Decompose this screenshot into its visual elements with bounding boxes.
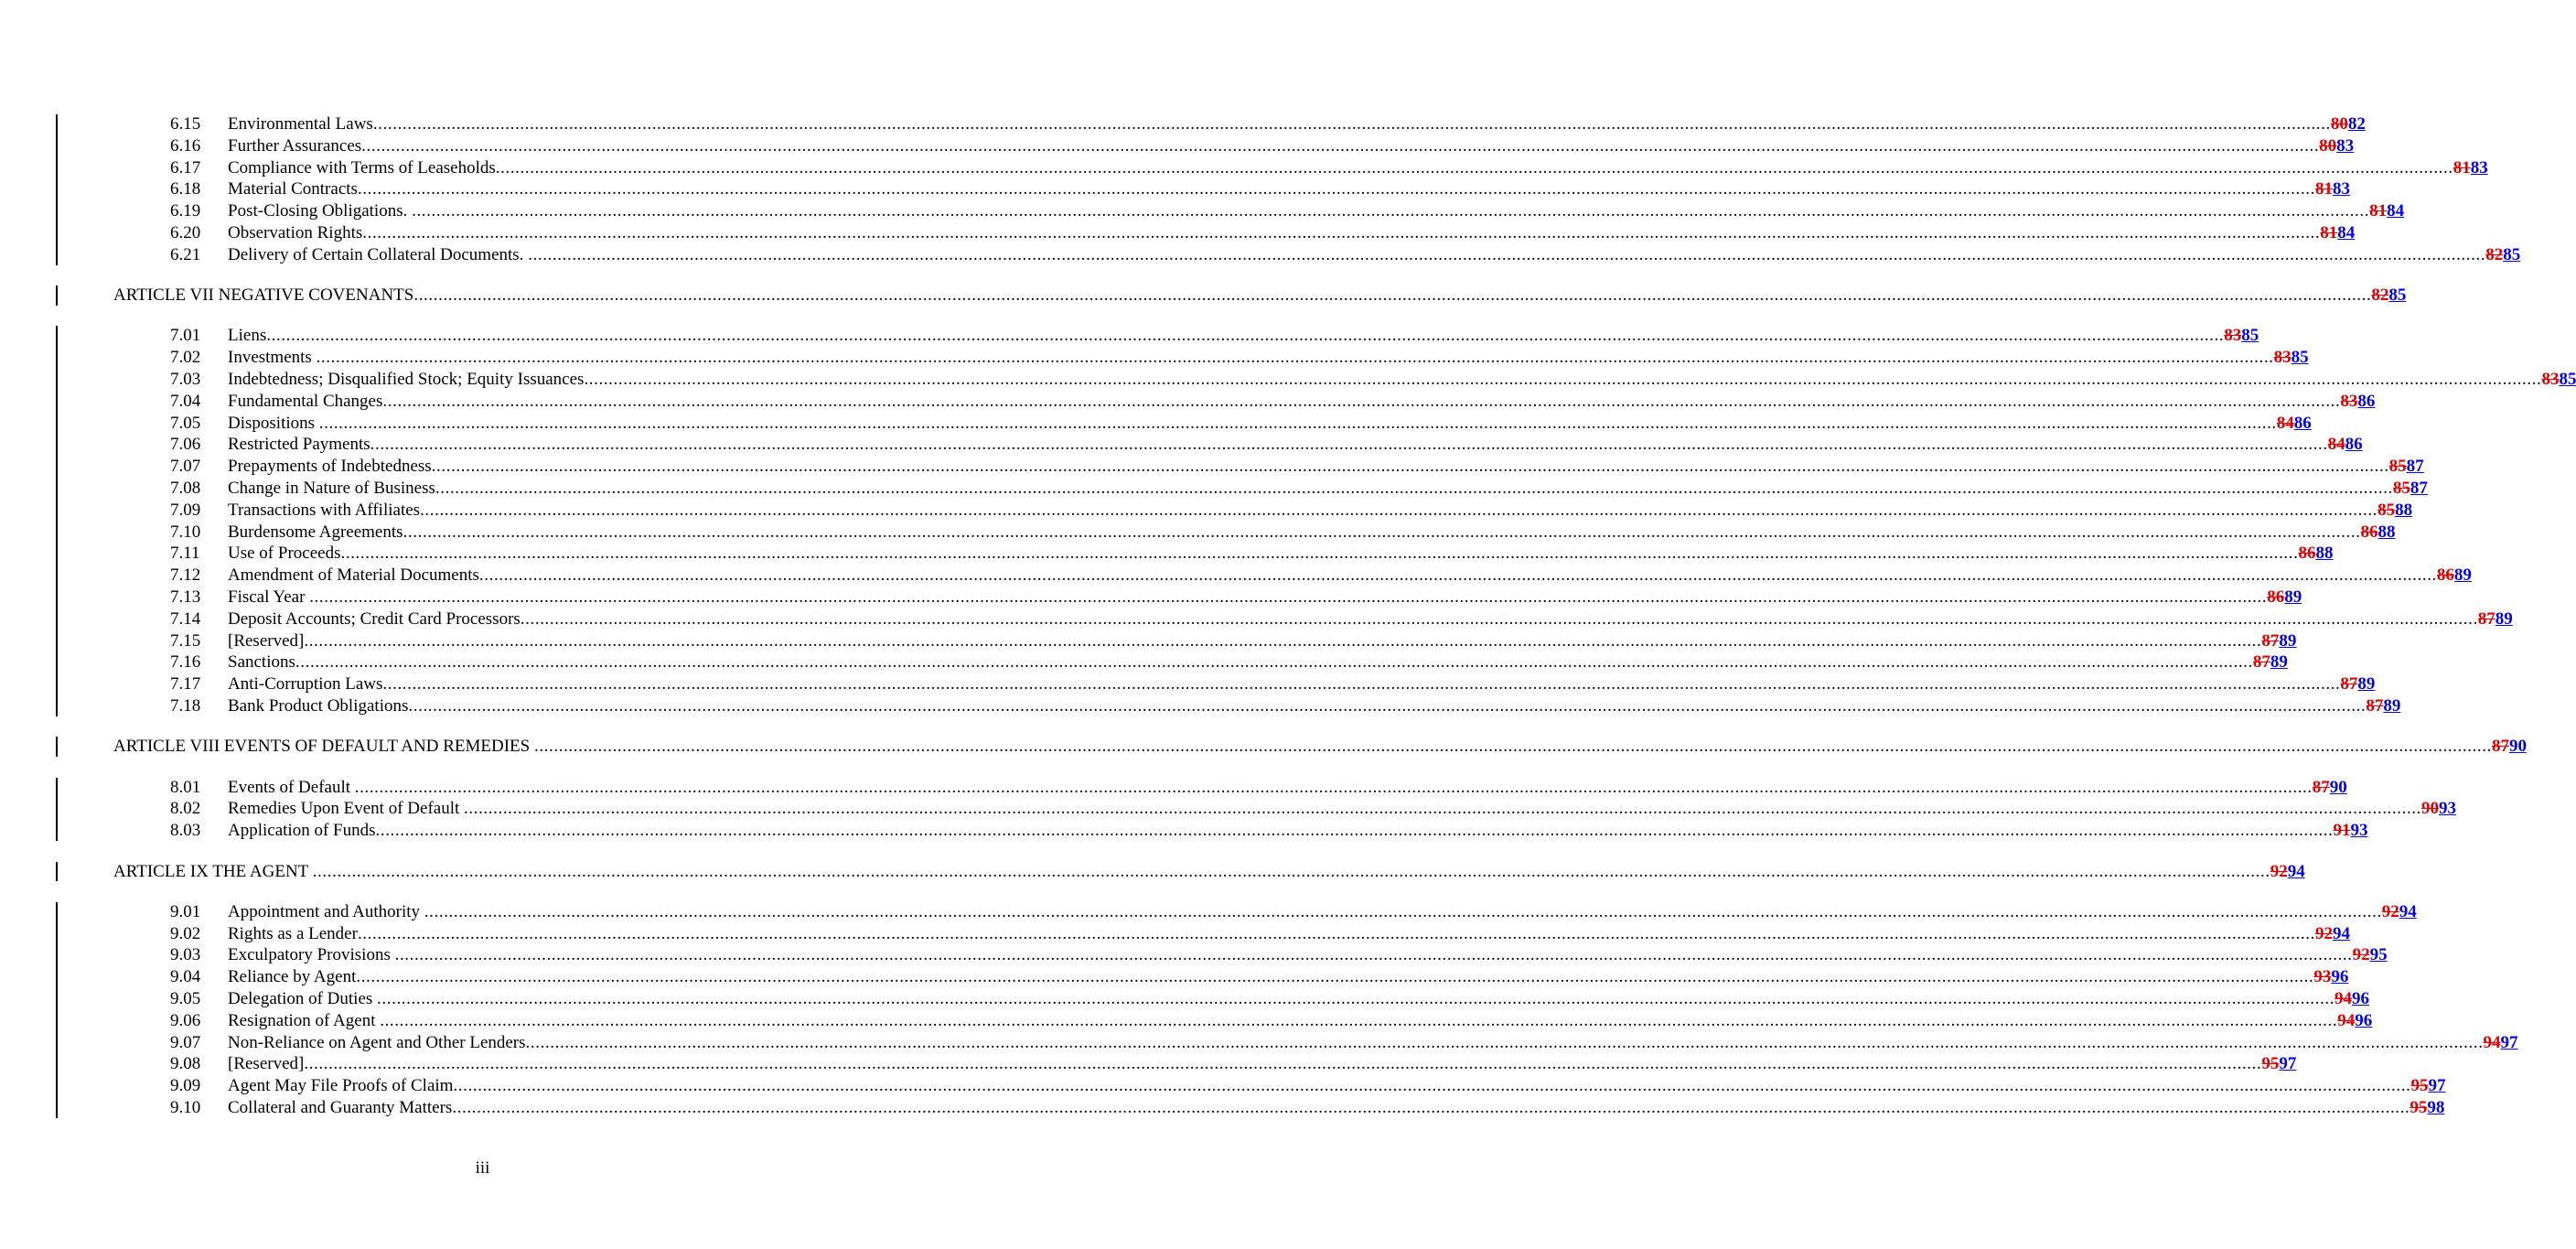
deleted-page-number: 92 [2352, 945, 2370, 965]
dot-leader: ................................................................................................................................................................................................................................................................................................................................................................................................................ [354, 777, 2313, 797]
section-number: 6.17 [170, 157, 201, 178]
toc-section-entry [170, 695, 2401, 717]
entry-title: Post-Closing Obligations. [228, 201, 413, 221]
deleted-page-number: 86 [2267, 587, 2285, 607]
deleted-page-number: 85 [2377, 500, 2396, 520]
revision-change-bar [56, 902, 58, 1118]
toc-section-entry [170, 798, 2457, 820]
inserted-page-number[interactable]: 98 [2427, 1098, 2445, 1117]
deleted-page-number: 94 [2483, 1032, 2501, 1052]
dot-leader: ................................................................................................................................................................................................................................................................................................................................................................................................................ [528, 244, 2486, 264]
deleted-page-number: 80 [2330, 114, 2348, 134]
inserted-page-number[interactable]: 90 [2508, 737, 2527, 757]
deleted-page-number: 86 [2298, 544, 2316, 564]
revision-change-bar [56, 326, 58, 716]
inserted-page-number[interactable]: 85 [2559, 370, 2576, 389]
section-number: 7.06 [170, 435, 201, 455]
inserted-page-number[interactable]: 90 [2329, 777, 2347, 797]
dot-leader: ................................................................................................................................................................................................................................................................................................................................................................................................................ [370, 435, 2328, 455]
entry-title: Amendment of Material Documents [228, 565, 479, 586]
toc-section-entry [170, 1032, 2518, 1054]
section-number: 6.20 [170, 223, 201, 242]
dot-leader: ................................................................................................................................................................................................................................................................................................................................................................................................................ [382, 391, 2341, 411]
deleted-page-number: 82 [2371, 285, 2389, 306]
section-number: 7.09 [170, 500, 201, 520]
entry-title: Further Assurances [228, 135, 362, 156]
inserted-page-number[interactable]: 94 [2399, 901, 2417, 921]
deleted-page-number: 93 [2313, 967, 2332, 987]
toc-section-entry [170, 565, 2472, 587]
toc-section-entry [170, 113, 2366, 135]
deleted-page-number: 90 [2421, 799, 2440, 819]
deleted-page-number: 87 [2252, 652, 2270, 673]
section-number: 9.09 [170, 1076, 201, 1096]
toc-section-entry [170, 1075, 2446, 1097]
entry-title: Rights as a Lender [228, 923, 358, 943]
entry-title: Restricted Payments [228, 435, 370, 455]
toc-section-entry [170, 434, 2363, 456]
deleted-page-number: 92 [2314, 923, 2333, 943]
entry-title: Change in Nature of Business [228, 479, 435, 498]
deleted-page-number: 83 [2340, 391, 2358, 411]
dot-leader: ................................................................................................................................................................................................................................................................................................................................................................................................................ [340, 544, 2299, 564]
revision-change-bar [56, 737, 58, 757]
page-number: iii [475, 1158, 490, 1178]
dot-leader: ................................................................................................................................................................................................................................................................................................................................................................................................................ [382, 674, 2341, 694]
toc-section-entry [170, 1010, 2373, 1032]
entry-title: Liens [228, 326, 267, 346]
section-number: 7.14 [170, 608, 201, 629]
section-number: 9.08 [170, 1054, 201, 1074]
inserted-page-number[interactable]: 89 [2279, 630, 2297, 651]
revision-change-bar [56, 862, 58, 882]
dot-leader: ................................................................................................................................................................................................................................................................................................................................................................................................................ [435, 479, 2393, 498]
dot-leader: ................................................................................................................................................................................................................................................................................................................................................................................................................ [304, 630, 2262, 651]
dot-leader: ................................................................................................................................................................................................................................................................................................................................................................................................................ [478, 565, 2437, 586]
deleted-page-number: 84 [2276, 413, 2294, 433]
inserted-page-number[interactable]: 87 [2406, 457, 2424, 477]
entry-title: Observation Rights [228, 223, 363, 242]
inserted-page-number[interactable]: 96 [2352, 989, 2370, 1008]
section-number: 6.15 [170, 114, 201, 134]
entry-title: Use of Proceeds [228, 544, 341, 564]
dot-leader: ................................................................................................................................................................................................................................................................................................................................................................................................................ [525, 1032, 2484, 1052]
deleted-page-number: 87 [2340, 674, 2358, 694]
deleted-page-number: 87 [2491, 737, 2509, 757]
toc-section-entry [170, 901, 2417, 923]
entry-title: Resignation of Agent [228, 1010, 381, 1030]
toc-section-entry [170, 988, 2370, 1010]
deleted-page-number: 83 [2273, 348, 2292, 368]
toc-article-entry [113, 736, 2527, 758]
entry-title: Events of Default [228, 777, 355, 797]
deleted-page-number: 80 [2319, 135, 2337, 156]
dot-leader: ................................................................................................................................................................................................................................................................................................................................................................................................................ [453, 1076, 2411, 1096]
dot-leader: ................................................................................................................................................................................................................................................................................................................................................................................................................ [464, 799, 2422, 819]
dot-leader: ................................................................................................................................................................................................................................................................................................................................................................................................................ [316, 348, 2274, 368]
entry-title: [Reserved] [228, 1054, 305, 1074]
dot-leader: ................................................................................................................................................................................................................................................................................................................................................................................................................ [318, 413, 2277, 433]
dot-leader: ................................................................................................................................................................................................................................................................................................................................................................................................................ [304, 1054, 2262, 1074]
entry-title: Fundamental Changes [228, 391, 383, 411]
section-number: 7.07 [170, 457, 201, 477]
toc-section-entry [170, 820, 2368, 842]
deleted-page-number: 92 [2381, 901, 2399, 921]
section-number: 9.07 [170, 1032, 201, 1052]
section-number: 9.05 [170, 989, 201, 1008]
inserted-page-number[interactable]: 89 [2453, 565, 2472, 586]
section-number: 7.15 [170, 630, 201, 651]
dot-leader: ................................................................................................................................................................................................................................................................................................................................................................................................................ [520, 608, 2478, 629]
deleted-page-number: 95 [2410, 1076, 2429, 1096]
dot-leader: ................................................................................................................................................................................................................................................................................................................................................................................................................ [408, 696, 2367, 716]
revision-change-bar [56, 285, 58, 306]
revision-change-bar [56, 778, 58, 841]
section-number: 8.03 [170, 821, 201, 841]
entry-title: Bank Product Obligations [228, 696, 409, 716]
dot-leader: ................................................................................................................................................................................................................................................................................................................................................................................................................ [361, 135, 2320, 156]
toc-section-entry [170, 944, 2388, 966]
entry-title: Prepayments of Indebtedness [228, 457, 432, 477]
toc-section-entry [170, 522, 2396, 544]
deleted-page-number: 87 [2312, 777, 2330, 797]
toc-section-entry [170, 222, 2356, 244]
deleted-page-number: 81 [2320, 223, 2338, 242]
deleted-page-number: 94 [2334, 989, 2353, 1008]
entry-title: Burdensome Agreements [228, 522, 403, 542]
inserted-page-number[interactable]: 88 [2315, 544, 2334, 564]
deleted-page-number: 81 [2369, 201, 2388, 221]
section-number: 9.06 [170, 1010, 201, 1030]
dot-leader: ................................................................................................................................................................................................................................................................................................................................................................................................................ [584, 370, 2542, 389]
section-number: 6.21 [170, 244, 201, 264]
section-number: 6.18 [170, 179, 201, 199]
entry-title: Exculpatory Provisions [228, 945, 395, 965]
dot-leader: ................................................................................................................................................................................................................................................................................................................................................................................................................ [372, 114, 2331, 134]
toc-section-entry [170, 1097, 2445, 1119]
toc-section-entry [170, 135, 2355, 157]
toc-section-entry [170, 347, 2309, 369]
entry-title: Reliance by Agent [228, 967, 357, 987]
inserted-page-number[interactable]: 83 [2332, 179, 2350, 199]
dot-leader: ................................................................................................................................................................................................................................................................................................................................................................................................................ [356, 967, 2314, 987]
toc-section-entry [170, 608, 2513, 630]
inserted-page-number[interactable]: 87 [2410, 479, 2428, 498]
inserted-page-number[interactable]: 94 [2332, 923, 2350, 943]
deleted-page-number: 83 [2224, 326, 2242, 346]
dot-leader: ................................................................................................................................................................................................................................................................................................................................................................................................................ [357, 179, 2315, 199]
dot-leader: ................................................................................................................................................................................................................................................................................................................................................................................................................ [452, 1098, 2410, 1117]
section-number: 9.02 [170, 923, 201, 943]
inserted-page-number[interactable]: 85 [2503, 244, 2521, 264]
dot-leader: ................................................................................................................................................................................................................................................................................................................................................................................................................ [394, 945, 2353, 965]
inserted-page-number[interactable]: 95 [2369, 945, 2388, 965]
entry-title: Delivery of Certain Collateral Documents. [228, 244, 529, 264]
dot-leader: ................................................................................................................................................................................................................................................................................................................................................................................................................ [495, 157, 2453, 178]
section-number: 7.18 [170, 696, 201, 716]
section-number: 7.02 [170, 348, 201, 368]
inserted-page-number[interactable]: 85 [2291, 348, 2309, 368]
inserted-page-number[interactable]: 97 [2279, 1054, 2297, 1074]
entry-title: [Reserved] [228, 630, 305, 651]
dot-leader: ................................................................................................................................................................................................................................................................................................................................................................................................................ [420, 500, 2378, 520]
entry-title: Sanctions [228, 652, 295, 673]
inserted-page-number[interactable]: 89 [2383, 696, 2401, 716]
section-number: 7.05 [170, 413, 201, 433]
section-number: 8.02 [170, 799, 201, 819]
section-number: 7.01 [170, 326, 201, 346]
deleted-page-number: 95 [2261, 1054, 2280, 1074]
dot-leader: ................................................................................................................................................................................................................................................................................................................................................................................................................ [312, 861, 2270, 881]
entry-title: Remedies Upon Event of Default [228, 799, 465, 819]
inserted-page-number[interactable]: 97 [2428, 1076, 2446, 1096]
entry-title: Collateral and Guaranty Matters [228, 1098, 453, 1117]
inserted-page-number[interactable]: 89 [2270, 652, 2288, 673]
dot-leader: ................................................................................................................................................................................................................................................................................................................................................................................................................ [266, 326, 2225, 346]
toc-section-entry [170, 325, 2259, 347]
entry-title: Fiscal Year [228, 587, 310, 607]
toc-section-entry [170, 200, 2405, 222]
section-number: 7.17 [170, 674, 201, 694]
inserted-page-number[interactable]: 89 [2284, 587, 2302, 607]
deleted-page-number: 85 [2392, 479, 2410, 498]
entry-title: ARTICLE IX THE AGENT [113, 861, 313, 881]
dot-leader: ................................................................................................................................................................................................................................................................................................................................................................................................................ [412, 201, 2370, 221]
inserted-page-number[interactable]: 88 [2395, 500, 2413, 520]
toc-section-entry [170, 178, 2350, 200]
deleted-page-number: 87 [2261, 630, 2280, 651]
entry-title: Non-Reliance on Agent and Other Lenders [228, 1032, 526, 1052]
entry-title: Indebtedness; Disqualified Stock; Equity Issuances [228, 370, 585, 389]
section-number: 9.04 [170, 967, 201, 987]
inserted-page-number[interactable]: 88 [2377, 522, 2396, 542]
entry-title: Dispositions [228, 413, 319, 433]
deleted-page-number: 87 [2477, 608, 2496, 629]
dot-leader: ................................................................................................................................................................................................................................................................................................................................................................................................................ [357, 923, 2315, 943]
section-number: 7.03 [170, 370, 201, 389]
inserted-page-number[interactable]: 84 [2337, 223, 2356, 242]
deleted-page-number: 81 [2453, 157, 2471, 178]
entry-title: ARTICLE VIII EVENTS OF DEFAULT AND REMEDIES [113, 737, 534, 757]
section-number: 9.01 [170, 901, 201, 921]
toc-section-entry [170, 369, 2576, 391]
toc-section-entry [170, 500, 2413, 522]
toc-section-entry [170, 157, 2488, 179]
section-number: 6.16 [170, 135, 201, 156]
deleted-page-number: 91 [2333, 821, 2351, 841]
entry-title: Material Contracts [228, 179, 358, 199]
toc-section-entry [170, 587, 2302, 608]
toc-section-entry [170, 478, 2428, 500]
inserted-page-number[interactable]: 83 [2336, 135, 2355, 156]
section-number: 9.10 [170, 1098, 201, 1117]
toc-section-entry [170, 673, 2376, 695]
toc-section-entry [170, 630, 2297, 652]
toc-article-entry [113, 861, 2305, 883]
dot-leader: ................................................................................................................................................................................................................................................................................................................................................................................................................ [533, 737, 2492, 757]
inserted-page-number[interactable]: 82 [2347, 114, 2366, 134]
entry-title: Deposit Accounts; Credit Card Processors [228, 608, 521, 629]
section-number: 9.03 [170, 945, 201, 965]
entry-title: Transactions with Affiliates [228, 500, 421, 520]
toc-section-entry [170, 391, 2376, 413]
inserted-page-number[interactable]: 89 [2357, 674, 2376, 694]
inserted-page-number[interactable]: 97 [2500, 1032, 2518, 1052]
deleted-page-number: 83 [2541, 370, 2560, 389]
dot-leader: ................................................................................................................................................................................................................................................................................................................................................................................................................ [424, 901, 2382, 921]
deleted-page-number: 92 [2270, 861, 2288, 881]
dot-leader: ................................................................................................................................................................................................................................................................................................................................................................................................................ [377, 989, 2335, 1008]
entry-title: Compliance with Terms of Leaseholds [228, 157, 496, 178]
deleted-page-number: 82 [2485, 244, 2504, 264]
deleted-page-number: 95 [2410, 1098, 2428, 1117]
dot-leader: ................................................................................................................................................................................................................................................................................................................................................................................................................ [402, 522, 2361, 542]
toc-section-entry [170, 1053, 2297, 1075]
section-number: 7.16 [170, 652, 201, 673]
inserted-page-number[interactable]: 86 [2357, 391, 2376, 411]
inserted-page-number[interactable]: 96 [2331, 967, 2349, 987]
deleted-page-number: 86 [2436, 565, 2454, 586]
toc-section-entry [170, 777, 2347, 799]
dot-leader: ................................................................................................................................................................................................................................................................................................................................................................................................................ [380, 1010, 2338, 1030]
inserted-page-number[interactable]: 85 [2241, 326, 2259, 346]
toc-section-entry [170, 244, 2521, 266]
entry-title: Application of Funds [228, 821, 376, 841]
entry-title: Anti-Corruption Laws [228, 674, 383, 694]
toc-section-entry [170, 966, 2349, 988]
inserted-page-number[interactable]: 83 [2470, 157, 2488, 178]
inserted-page-number[interactable]: 86 [2293, 413, 2312, 433]
inserted-page-number[interactable]: 96 [2355, 1010, 2373, 1030]
section-number: 7.04 [170, 391, 201, 411]
deleted-page-number: 85 [2388, 457, 2407, 477]
dot-leader: ................................................................................................................................................................................................................................................................................................................................................................................................................ [295, 652, 2253, 673]
toc-section-entry [170, 413, 2312, 435]
dot-leader: ................................................................................................................................................................................................................................................................................................................................................................................................................ [309, 587, 2268, 607]
section-number: 7.12 [170, 565, 201, 586]
inserted-page-number[interactable]: 84 [2387, 201, 2405, 221]
toc-section-entry [170, 651, 2288, 673]
inserted-page-number[interactable]: 89 [2495, 608, 2513, 629]
entry-title: ARTICLE VII NEGATIVE COVENANTS [113, 285, 414, 306]
section-number: 7.13 [170, 587, 201, 607]
section-number: 8.01 [170, 777, 201, 797]
deleted-page-number: 81 [2314, 179, 2333, 199]
entry-title: Investments [228, 348, 317, 368]
dot-leader: ................................................................................................................................................................................................................................................................................................................................................................................................................ [413, 285, 2372, 306]
section-number: 7.08 [170, 479, 201, 498]
inserted-page-number[interactable]: 86 [2345, 435, 2363, 455]
toc-section-entry [170, 923, 2350, 945]
dot-leader: ................................................................................................................................................................................................................................................................................................................................................................................................................ [375, 821, 2334, 841]
entry-title: Delegation of Duties [228, 989, 378, 1008]
section-number: 7.10 [170, 522, 201, 542]
toc-section-entry [170, 543, 2334, 565]
toc-section-entry [170, 456, 2424, 478]
inserted-page-number[interactable]: 85 [2388, 285, 2407, 306]
inserted-page-number[interactable]: 94 [2287, 861, 2305, 881]
inserted-page-number[interactable]: 93 [2350, 821, 2368, 841]
dot-leader: ................................................................................................................................................................................................................................................................................................................................................................................................................ [431, 457, 2389, 477]
section-number: 7.11 [170, 544, 200, 564]
entry-title: Environmental Laws [228, 114, 373, 134]
revision-change-bar [56, 114, 58, 265]
entry-title: Appointment and Authority [228, 901, 424, 921]
toc-article-entry [113, 285, 2407, 307]
deleted-page-number: 87 [2366, 696, 2384, 716]
deleted-page-number: 86 [2360, 522, 2378, 542]
deleted-page-number: 84 [2327, 435, 2345, 455]
dot-leader: ................................................................................................................................................................................................................................................................................................................................................................................................................ [362, 223, 2321, 242]
deleted-page-number: 94 [2337, 1010, 2356, 1030]
entry-title: Agent May File Proofs of Claim [228, 1076, 454, 1096]
section-number: 6.19 [170, 201, 201, 221]
inserted-page-number[interactable]: 93 [2439, 799, 2457, 819]
